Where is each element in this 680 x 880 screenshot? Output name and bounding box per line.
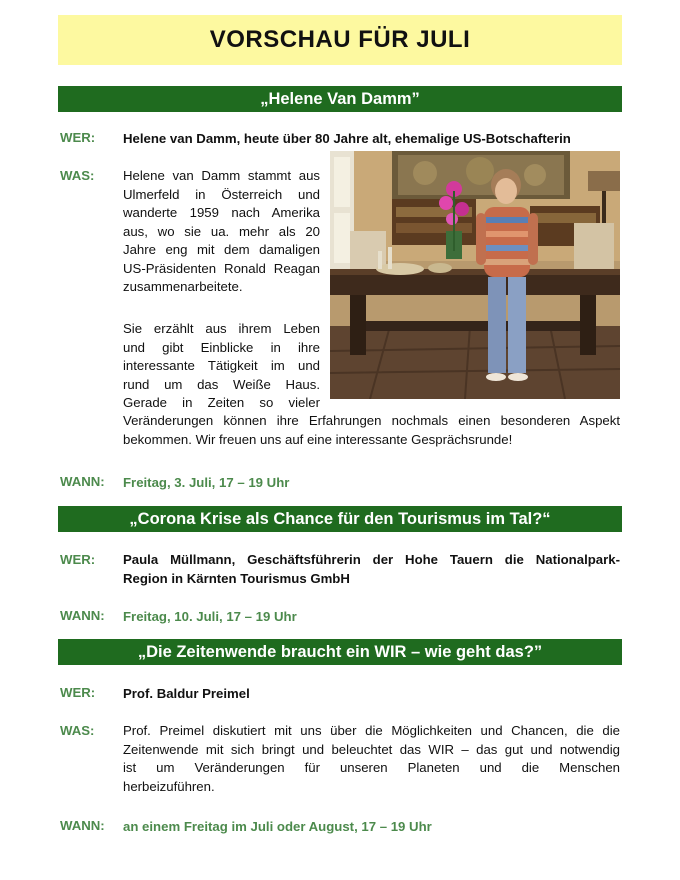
- title-box: [58, 15, 622, 65]
- event-3-wann-label: WANN:: [60, 818, 105, 833]
- text-line: aus, wo sie ua. mehr als 20: [123, 223, 320, 239]
- text-line: Zeitenwende mit sich bringt und beleuchtet das WIR – das gut und notwendig: [123, 741, 620, 757]
- event-1-was-block-2: [123, 320, 320, 413]
- event-1-was-label: WAS:: [60, 168, 95, 183]
- text-line: interessante Tätigkeit im und: [123, 358, 320, 373]
- woman-in-dining-room-photo: [330, 151, 620, 399]
- event-3-was-label: WAS:: [60, 723, 95, 738]
- page-title: VORSCHAU FÜR JULI: [209, 26, 471, 53]
- event-1-heading: „Helene Van Damm”: [58, 86, 622, 112]
- event-2-wann: Freitag, 10. Juli, 17 – 19 Uhr: [123, 609, 297, 624]
- event-1-wer-label: WER:: [60, 130, 96, 145]
- event-3-wer-label: WER:: [60, 685, 96, 700]
- text-line: rund um das Weiße Haus.: [123, 376, 320, 392]
- text-line: und gibt Einblicke in ihre: [123, 339, 320, 355]
- text-line: Prof. Preimel diskutiert mit uns über die Möglichkeiten und Chancen, die die: [123, 723, 620, 738]
- event-1-was-block-3: [123, 412, 620, 449]
- event-3-wer: Prof. Baldur Preimel: [123, 686, 250, 701]
- text-line: ist um Veränderungen für unseren Planeten und die Menschen: [123, 760, 620, 775]
- text-line: wanderte 1959 nach Amerika: [123, 205, 320, 220]
- text-line: Jahre eng mit dem damaligen: [123, 242, 320, 257]
- text-line: Helene van Damm stammt aus: [123, 168, 320, 183]
- event-3-heading: „Die Zeitenwende braucht ein WIR – wie geht das?”: [58, 639, 622, 665]
- event-2-wann-label: WANN:: [60, 608, 105, 623]
- photo-illustration: [330, 151, 620, 399]
- text-line: Gerade in Zeiten so vieler: [123, 395, 320, 410]
- event-2-heading: „Corona Krise als Chance für den Tourismus im Tal?“: [58, 506, 622, 532]
- event-3-was: [123, 722, 620, 796]
- text-line: US-Präsidenten Ronald Reagan: [123, 260, 320, 276]
- text-line: herbeizuführen.: [123, 778, 215, 794]
- text-line: Sie erzählt aus ihrem Leben: [123, 321, 320, 336]
- text-line: zusammenarbeitete.: [123, 279, 243, 294]
- event-1-wann: Freitag, 3. Juli, 17 – 19 Uhr: [123, 475, 290, 490]
- event-2-wer: [123, 551, 620, 588]
- text-line: Paula Müllmann, Geschäftsführerin der Hohe Tauern die Nationalpark-: [123, 552, 620, 567]
- event-1-was-block-1: [123, 167, 320, 297]
- event-1-wer: Helene van Damm, heute über 80 Jahre alt, ehemalige US-Botschafterin: [123, 131, 571, 146]
- event-3-wann: an einem Freitag im Juli oder August, 17 – 19 Uhr: [123, 819, 432, 834]
- text-line: Ulmerfeld in Österreich und: [123, 186, 320, 202]
- text-line: Region in Kärnten Tourismus GmbH: [123, 570, 350, 586]
- text-line: Veränderungen können ihre Erfahrungen nochmals einen besonderen Aspekt: [123, 413, 620, 428]
- text-line: bekommen. Wir freuen uns auf eine interessante Gesprächsrunde!: [123, 431, 513, 447]
- event-2-wer-label: WER:: [60, 552, 96, 567]
- event-1-wann-label: WANN:: [60, 474, 105, 489]
